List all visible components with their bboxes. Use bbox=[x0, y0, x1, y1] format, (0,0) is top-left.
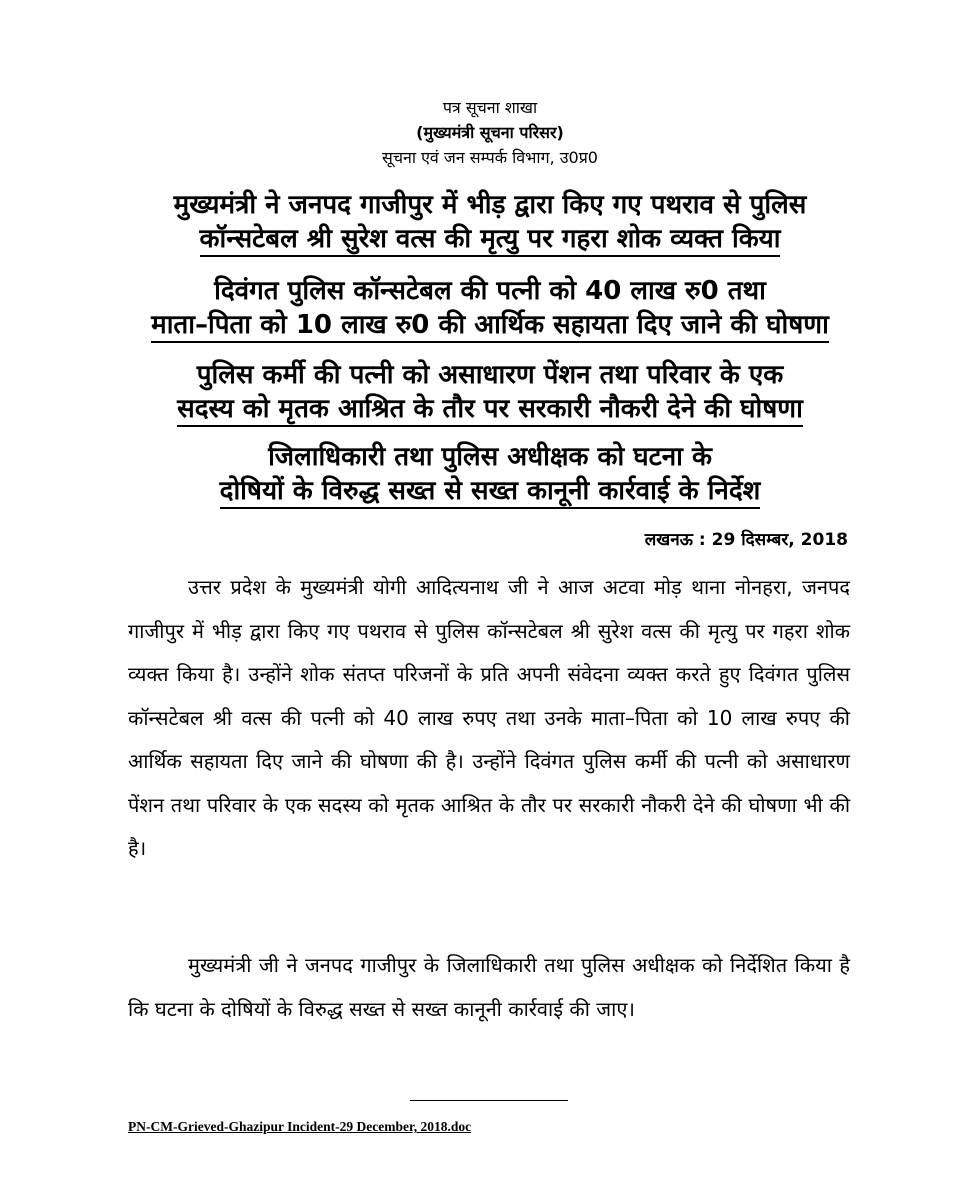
office-name: (मुख्यमंत्री सूचना परिसर) bbox=[416, 123, 564, 142]
dateline: लखनऊ : 29 दिसम्बर, 2018 bbox=[644, 530, 848, 550]
body-paragraph-1: उत्तर प्रदेश के मुख्यमंत्री योगी आदित्यनाथ जी ने आज अटवा मोड़ थाना नोनहरा, जनपद गाजीपुर में भीड़ द्वारा किए गए पथराव से पुलिस कॉन्सटेबल श्री सुरेश वत्स की मृत्यु पर गहरा शोक व्यक्त किया है। उन्होंने शोक संतप्त परिजनों के प्रति अपनी संवेदना व्यक्त करते हुए दिवंगत पुलिस कॉन्सटेबल श्री वत्स की पत्नी को 40 लाख रुपए तथा उनके माता–पिता को 10 लाख रुपए की आर्थिक सहायता दिए जाने की घोषणा की है। उन्होंने दिवंगत पुलिस कर्मी की पत्नी को असाधारण पेंशन तथा परिवार के एक सदस्य को मृतक आश्रित के तौर पर सरकारी नौकरी देने की घोषणा भी की है। bbox=[128, 575, 850, 860]
document-filename: PN-CM-Grieved-Ghazipur Incident-29 December, 2018.doc bbox=[128, 1119, 472, 1134]
headline-4 bbox=[0, 440, 980, 509]
headline-4-line-1: जिलाधिकारी तथा पुलिस अधीक्षक को घटना के bbox=[268, 442, 712, 472]
headline-3-line-1: पुलिस कर्मी की पत्नी को असाधारण पेंशन तथा परिवार के एक bbox=[196, 360, 784, 390]
body-paragraph-2: मुख्यमंत्री जी ने जनपद गाजीपुर के जिलाधिकारी तथा पुलिस अधीक्षक को निर्देशित किया है कि घटना के दोषियों के विरुद्ध सख्त से सख्त कानूनी कार्रवाई की जाए। bbox=[128, 953, 850, 1021]
department-name: सूचना एवं जन सम्पर्क विभाग, उ0प्र0 bbox=[382, 148, 598, 167]
headline-3-line-2: सदस्य को मृतक आश्रित के तौर पर सरकारी नौकरी देने की घोषणा bbox=[177, 393, 803, 427]
headline-1-line-1: मुख्यमंत्री ने जनपद गाजीपुर में भीड़ द्वारा किए गए पथराव से पुलिस bbox=[173, 190, 807, 220]
headline-2-line-1: दिवंगत पुलिस कॉन्सटेबल की पत्नी को 40 लाख रु0 तथा bbox=[214, 276, 766, 306]
branch-name: पत्र सूचना शाखा bbox=[442, 98, 538, 117]
headline-2-line-2: माता–पिता को 10 लाख रु0 की आर्थिक सहायता दिए जाने की घोषणा bbox=[151, 309, 829, 343]
headline-4-line-2: दोषियों के विरुद्ध सख्त से सख्त कानूनी कार्रवाई के निर्देश bbox=[220, 475, 761, 509]
headline-1-line-2: कॉन्सटेबल श्री सुरेश वत्स की मृत्यु पर गहरा शोक व्यक्त किया bbox=[200, 223, 781, 257]
headline-1 bbox=[0, 188, 980, 257]
headline-2 bbox=[0, 274, 980, 343]
end-divider bbox=[410, 1100, 568, 1101]
headline-3 bbox=[0, 358, 980, 427]
